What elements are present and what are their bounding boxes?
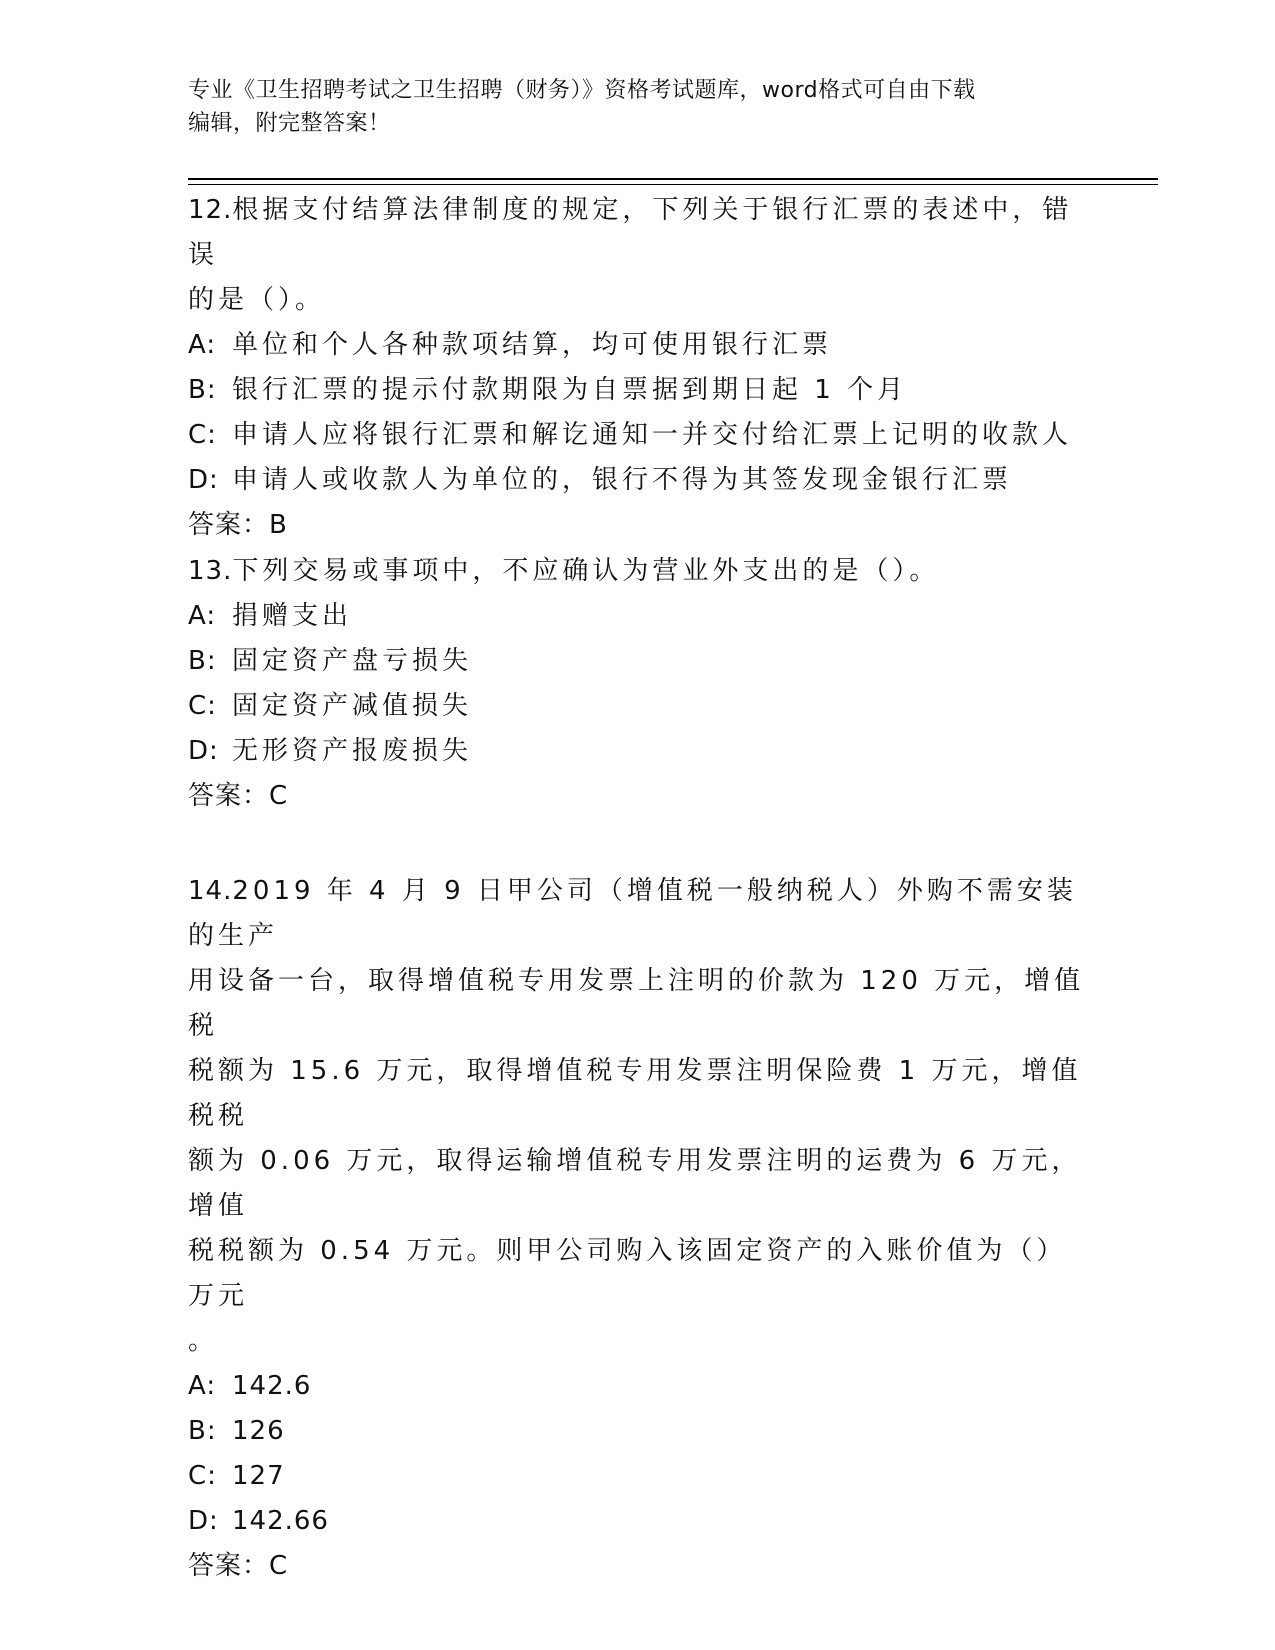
- option-key: B:: [188, 646, 217, 676]
- option-text: 捐赠支出: [232, 601, 353, 631]
- option-key: A:: [188, 601, 217, 631]
- option-key: D:: [188, 465, 219, 495]
- answer-text: 答案：C: [188, 781, 289, 811]
- question-text-line: 。: [188, 1326, 219, 1356]
- question-text-line: 额为 0.06 万元，取得运输增值税专用发票注明的运费为 6 万元，增值: [188, 1146, 1082, 1221]
- option-key: D:: [188, 1506, 219, 1536]
- document-header: [188, 74, 1068, 140]
- option-c: [188, 413, 1088, 458]
- option-text: 无形资产报废损失: [232, 736, 473, 766]
- option-text: 申请人应将银行汇票和解讫通知一并交付给汇票上记明的收款人: [232, 420, 1073, 450]
- option-d: [188, 458, 1088, 503]
- question-text-line: 下列交易或事项中，不应确认为营业外支出的是（）。: [232, 556, 940, 586]
- option-d: [188, 729, 1088, 774]
- option-b: [188, 1409, 1088, 1454]
- option-key: B:: [188, 1416, 217, 1446]
- option-b: [188, 368, 1088, 413]
- question-number: 14.: [188, 876, 233, 906]
- answer-text: 答案：C: [188, 1551, 289, 1581]
- question-stem: [188, 549, 1088, 594]
- question-stem: [188, 188, 1088, 278]
- option-a: [188, 594, 1088, 639]
- question-14: [188, 869, 1088, 1589]
- option-c: [188, 1454, 1088, 1499]
- option-a: [188, 323, 1088, 368]
- option-text: 126: [232, 1416, 285, 1446]
- option-text: 单位和个人各种款项结算，均可使用银行汇票: [232, 330, 833, 360]
- option-text: 申请人或收款人为单位的，银行不得为其签发现金银行汇票: [232, 465, 1013, 495]
- header-line-1: 专业《卫生招聘考试之卫生招聘（财务）》资格考试题库，word格式可自由下载: [188, 78, 976, 103]
- option-key: C:: [188, 1461, 217, 1491]
- option-key: A:: [188, 330, 217, 360]
- option-d: [188, 1499, 1088, 1544]
- question-text-line: 2019 年 4 月 9 日甲公司（增值税一般纳税人）外购不需安装的生产: [188, 876, 1077, 951]
- option-key: A:: [188, 1371, 217, 1401]
- answer-text: 答案：B: [188, 510, 288, 540]
- option-c: [188, 684, 1088, 729]
- option-a: [188, 1364, 1088, 1409]
- option-key: C:: [188, 691, 217, 721]
- option-key: B:: [188, 375, 217, 405]
- question-text-line: 根据支付结算法律制度的规定，下列关于银行汇票的表述中，错误: [188, 195, 1073, 270]
- header-divider-thin: [188, 184, 1158, 185]
- question-text-line: 税税额为 0.54 万元。则甲公司购入该固定资产的入账价值为（）万元: [188, 1236, 1067, 1311]
- option-text: 127: [232, 1461, 285, 1491]
- question-12: [188, 188, 1088, 548]
- option-key: C:: [188, 420, 217, 450]
- question-stem: [188, 869, 1088, 959]
- option-text: 142.66: [232, 1506, 329, 1536]
- option-text: 固定资产减值损失: [232, 691, 473, 721]
- header-line-2: 编辑，附完整答案！: [188, 111, 391, 136]
- question-text-line: 税额为 15.6 万元，取得增值税专用发票注明保险费 1 万元，增值税税: [188, 1056, 1082, 1131]
- option-text: 142.6: [232, 1371, 312, 1401]
- header-divider-thick: [188, 178, 1158, 180]
- question-13: [188, 549, 1088, 819]
- question-text-line: 用设备一台，取得增值税专用发票上注明的价款为 120 万元，增值税: [188, 966, 1085, 1041]
- question-text-line: 的是（）。: [188, 285, 326, 315]
- option-text: 银行汇票的提示付款期限为自票据到期日起 1 个月: [232, 375, 908, 405]
- option-key: D:: [188, 736, 219, 766]
- option-text: 固定资产盘亏损失: [232, 646, 473, 676]
- question-number: 12.: [188, 195, 233, 225]
- question-number: 13.: [188, 556, 233, 586]
- option-b: [188, 639, 1088, 684]
